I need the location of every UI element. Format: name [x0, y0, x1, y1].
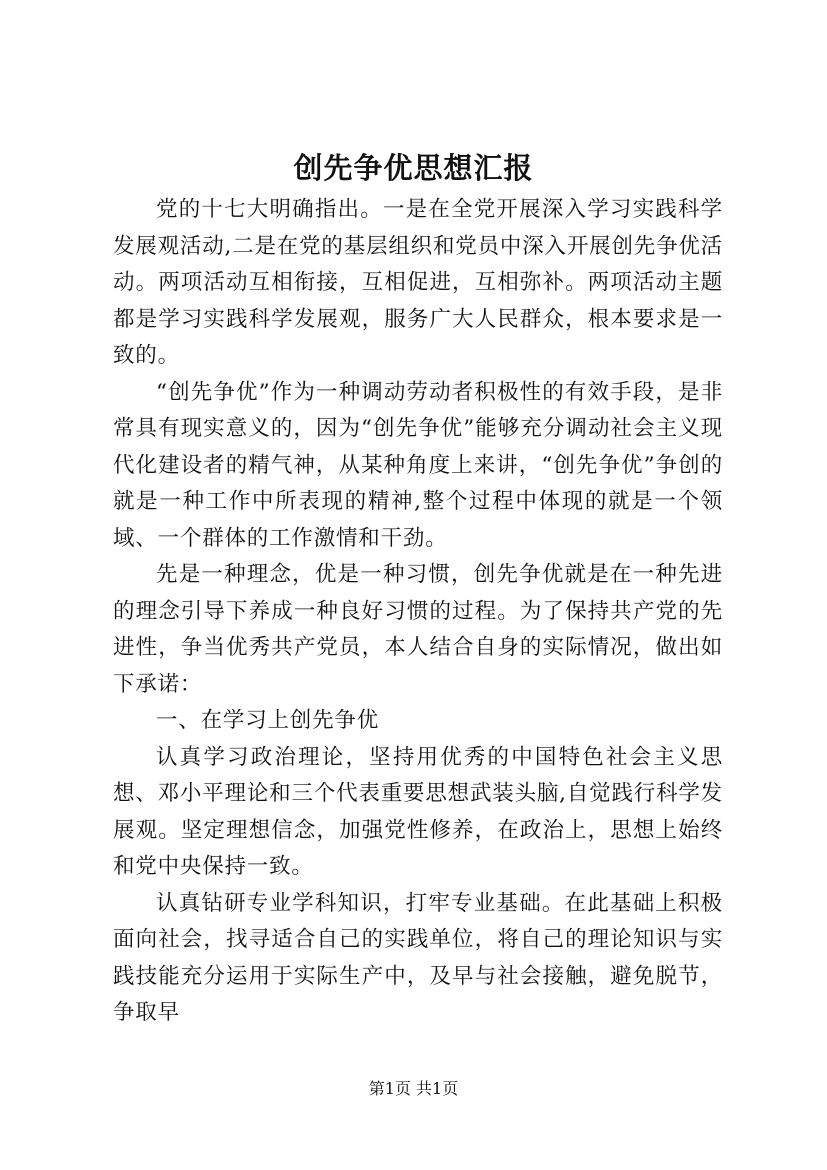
- paragraph-4: 认真学习政治理论，坚持用优秀的中国特色社会主义思想、邓小平理论和三个代表重要思想武装头脑,自觉践行科学发展观。坚定理想信念，加强党性修养，在政治上，思想上始终和党中央保持一致。: [113, 744, 723, 879]
- paragraph-5: 认真钻研专业学科知识，打牢专业基础。在此基础上积极面向社会，找寻适合自己的实践单位，将自己的理论知识与实践技能充分运用于实际生产中，及早与社会接触，避免脱节，争取早: [113, 890, 723, 1025]
- paragraph-2: “创先争优”作为一种调动劳动者积极性的有效手段，是非常具有现实意义的，因为“创先争优”能够充分调动社会主义现代化建设者的精气神，从某种角度上来讲，“创先争优”争创的就是一种工作中所表现的精神,整个过程中体现的就是一个领域、一个群体的工作激情和干劲。: [113, 379, 723, 551]
- document-body: [113, 192, 723, 1032]
- paragraph-1: 党的十七大明确指出。一是在全党开展深入学习实践科学发展观活动,二是在党的基层组织和党员中深入开展创先争优活动。两项活动互相衔接，互相促进，互相弥补。两项活动主题都是学习实践科学发展观，服务广大人民群众，根本要求是一致的。: [113, 197, 723, 368]
- section-heading-1: 一、在学习上创先争优: [156, 708, 380, 733]
- document-title: 创先争优思想汇报: [293, 151, 534, 185]
- page-footer: 第1页 共1页: [368, 1079, 459, 1098]
- paragraph-3: 先是一种理念，优是一种习惯，创先争优就是在一种先进的理念引导下养成一种良好习惯的过程。为了保持共产党的先进性，争当优秀共产党员，本人结合自身的实际情况，做出如下承诺：: [113, 562, 723, 697]
